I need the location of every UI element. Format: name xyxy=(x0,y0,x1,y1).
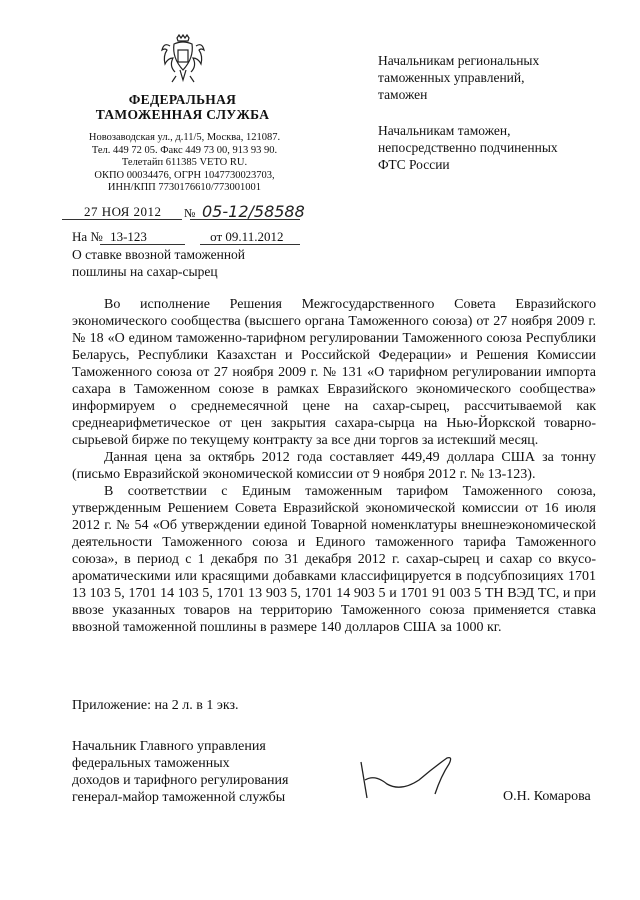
teletype: Телетайп 611385 VETO RU. xyxy=(121,157,248,168)
ref-from-label: от xyxy=(210,229,223,244)
registration-date-stamp: 27 НОЯ 2012 xyxy=(84,204,162,219)
ref-label: На № xyxy=(72,229,103,244)
letter-body xyxy=(72,296,596,636)
registration-number: 05-12/58588 xyxy=(202,202,305,221)
paragraph-2: Данная цена за октябрь 2012 года составляет 449,49 доллара США за тонну (письмо Евразийской экономической комиссии от 9 ноября 2012 г. № 13-123). xyxy=(72,450,596,482)
letterhead-contacts xyxy=(72,132,297,195)
inn: ИНН/КПП 7730176610/773001001 xyxy=(107,182,262,193)
signer-title-line-1: Начальник Главного управления xyxy=(72,739,266,754)
coat-of-arms-icon xyxy=(160,32,206,86)
org-line-1: ФЕДЕРАЛЬНАЯ xyxy=(128,92,237,107)
registration-number-label: № xyxy=(184,206,196,220)
okpo: ОКПО 00034476, ОГРН 1047730023703, xyxy=(94,169,275,181)
paragraph-1: Во исполнение Решения Межгосударственного Совета Евразийского экономического сообщества (высшего органа Таможенного союза) от 27 ноября 2009 г. № 18 «О едином таможенно-тарифном регулировании Таможенного союза Республики Беларусь, Республики Казахстан и Российской Федерации» и Решения Комиссии Таможенного союза от 27 ноября 2009 г. № 131 «О тарифном регулировании импорта сахара в Таможенном союзе в рамках Евразийского экономического сообщества» информируем о среднемесячной цене на сахар-сырец, рассчитываемой как среднеарифметическое от цен закрытия сахара-сырца на Нью-Йоркской товарно-сырьевой бирже по текущему контракту за все дни торгов за истекший месяц. xyxy=(72,297,596,448)
addressee-1-line-2: таможенных управлений, xyxy=(378,70,525,85)
reference-line xyxy=(72,229,283,245)
attachment-note: Приложение: на 2 л. в 1 экз. xyxy=(72,698,239,713)
signer-title-line-4: генерал-майор таможенной службы xyxy=(72,790,286,805)
phones: Тел. 449 72 05. Факс 449 73 00, 913 93 90. xyxy=(91,144,278,156)
ref-date-underline xyxy=(200,244,300,245)
paragraph-3: В соответствии с Единым таможенным тарифом Таможенного союза, утвержденным Решением Совета Евразийской экономической комиссии от 16 июля 2012 г. № 54 «Об утверждении единой Товарной номенклатуры внешнеэкономической деятельности Таможенного союза и Единого таможенного тарифа Таможенного союза», в период с 1 декабря по 31 декабря 2012 г. сахар-сырец и сахар со вкусо-ароматическими или красящими добавками классифицируется в подсубпозициях 1701 13 103 5, 1701 14 103 5, 1701 13 903 5, 1701 14 903 5 и 1701 91 003 5 ТН ВЭД ТС, и при ввозе указанных товаров на территорию Таможенного союза применяется ставка ввозной таможенной пошлины в размере 140 долларов США за 1000 кг. xyxy=(72,484,596,635)
organization-name xyxy=(75,92,290,122)
subject-line-2: пошлины на сахар-сырец xyxy=(72,264,218,279)
org-line-2: ТАМОЖЕННАЯ СЛУЖБА xyxy=(95,107,270,122)
ref-number: 13-123 xyxy=(110,229,147,244)
address: Новозаводская ул., д.11/5, Москва, 121087. xyxy=(88,132,281,143)
signer-name: О.Н. Комарова xyxy=(503,789,591,804)
ref-date: 09.11.2012 xyxy=(225,229,284,244)
addressee-2-line-2: непосредственно подчиненных xyxy=(378,140,558,155)
handwritten-signature xyxy=(355,754,465,800)
ref-number-underline xyxy=(100,244,185,245)
signer-title-line-3: доходов и тарифного регулирования xyxy=(72,773,289,788)
date-underline xyxy=(62,219,182,220)
subject xyxy=(72,246,245,280)
addressee-1 xyxy=(378,52,539,103)
addressee-1-line-1: Начальникам региональных xyxy=(378,53,540,68)
addressee-2-line-1: Начальникам таможен, xyxy=(378,123,511,138)
addressee-2-line-3: ФТС России xyxy=(378,157,450,172)
addressee-1-line-3: таможен xyxy=(378,87,428,102)
signer-title xyxy=(72,738,288,806)
number-underline xyxy=(190,219,300,220)
signer-title-line-2: федеральных таможенных xyxy=(72,756,230,771)
subject-line-1: О ставке ввозной таможенной xyxy=(72,247,246,262)
addressee-2 xyxy=(378,122,558,173)
